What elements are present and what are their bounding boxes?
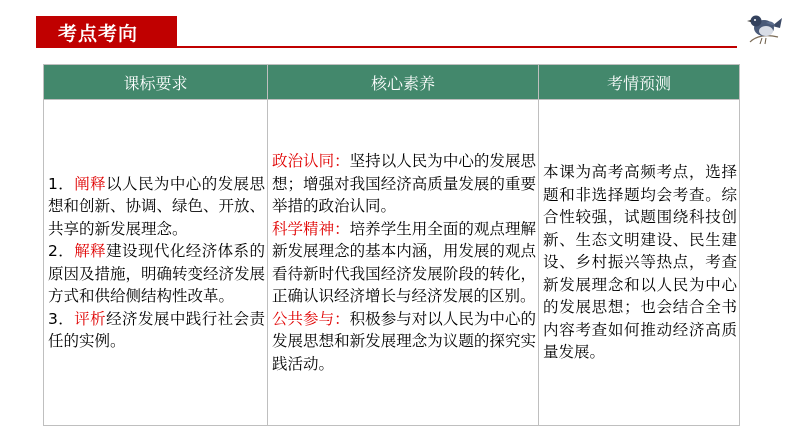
requirement-item: 1．阐释以人民为中心的发展思想和创新、协调、绿色、开放、共享的新发展理念。 — [48, 174, 266, 238]
cell-curriculum-requirements — [44, 100, 268, 426]
literacy-keyword: 科学精神： — [272, 219, 350, 238]
literacy-item: 科学精神：培养学生用全面的观点理解新发展理念的基本内涵，用发展的观点看待新时代我国经济发展阶段的转化，正确认识经济增长与经济发展的区别。 — [272, 219, 536, 305]
requirement-item: 3．评析经济发展中践行社会责任的实例。 — [48, 309, 265, 350]
table-row — [44, 100, 740, 426]
exam-prediction-text: 本课为高考高频考点，选择题和非选择题均会考查。综合性较强，试题围绕科技创新、生态文明建设、民生建设、乡村振兴等热点，考查新发展理念和以人民为中心的发展思想；也会结合全书内容考查如何推动经济高质量发展。 — [543, 163, 737, 362]
literacy-item: 政治认同：坚持以人民为中心的发展思想；增强对我国经济高质量发展的重要举措的政治认同。 — [272, 152, 536, 215]
bird-icon — [744, 6, 784, 48]
table-header-row — [44, 65, 740, 100]
requirement-item: 2．解释建设现代化经济体系的原因及措施，明确转变经济发展方式和供给侧结构性改革。 — [48, 242, 266, 305]
requirement-keyword: 解释 — [74, 242, 107, 260]
title-underline — [177, 46, 737, 48]
literacy-keyword: 公共参与： — [272, 309, 350, 328]
header-core-literacy: 核心素养 — [268, 65, 539, 100]
literacy-keyword: 政治认同： — [272, 152, 350, 170]
cell-core-literacy — [268, 100, 539, 426]
requirement-keyword: 评析 — [74, 309, 107, 328]
header-exam-prediction: 考情预测 — [539, 65, 740, 100]
course-table — [43, 64, 740, 426]
section-title: 考点考向 — [58, 22, 139, 45]
section-title-bar — [36, 16, 177, 48]
requirement-keyword: 阐释 — [74, 174, 107, 193]
literacy-item: 公共参与：积极参与对以人民为中心的发展思想和新发展理念为议题的探究实践活动。 — [272, 309, 536, 373]
header-curriculum-requirements: 课标要求 — [44, 65, 268, 100]
cell-exam-prediction — [539, 100, 740, 426]
